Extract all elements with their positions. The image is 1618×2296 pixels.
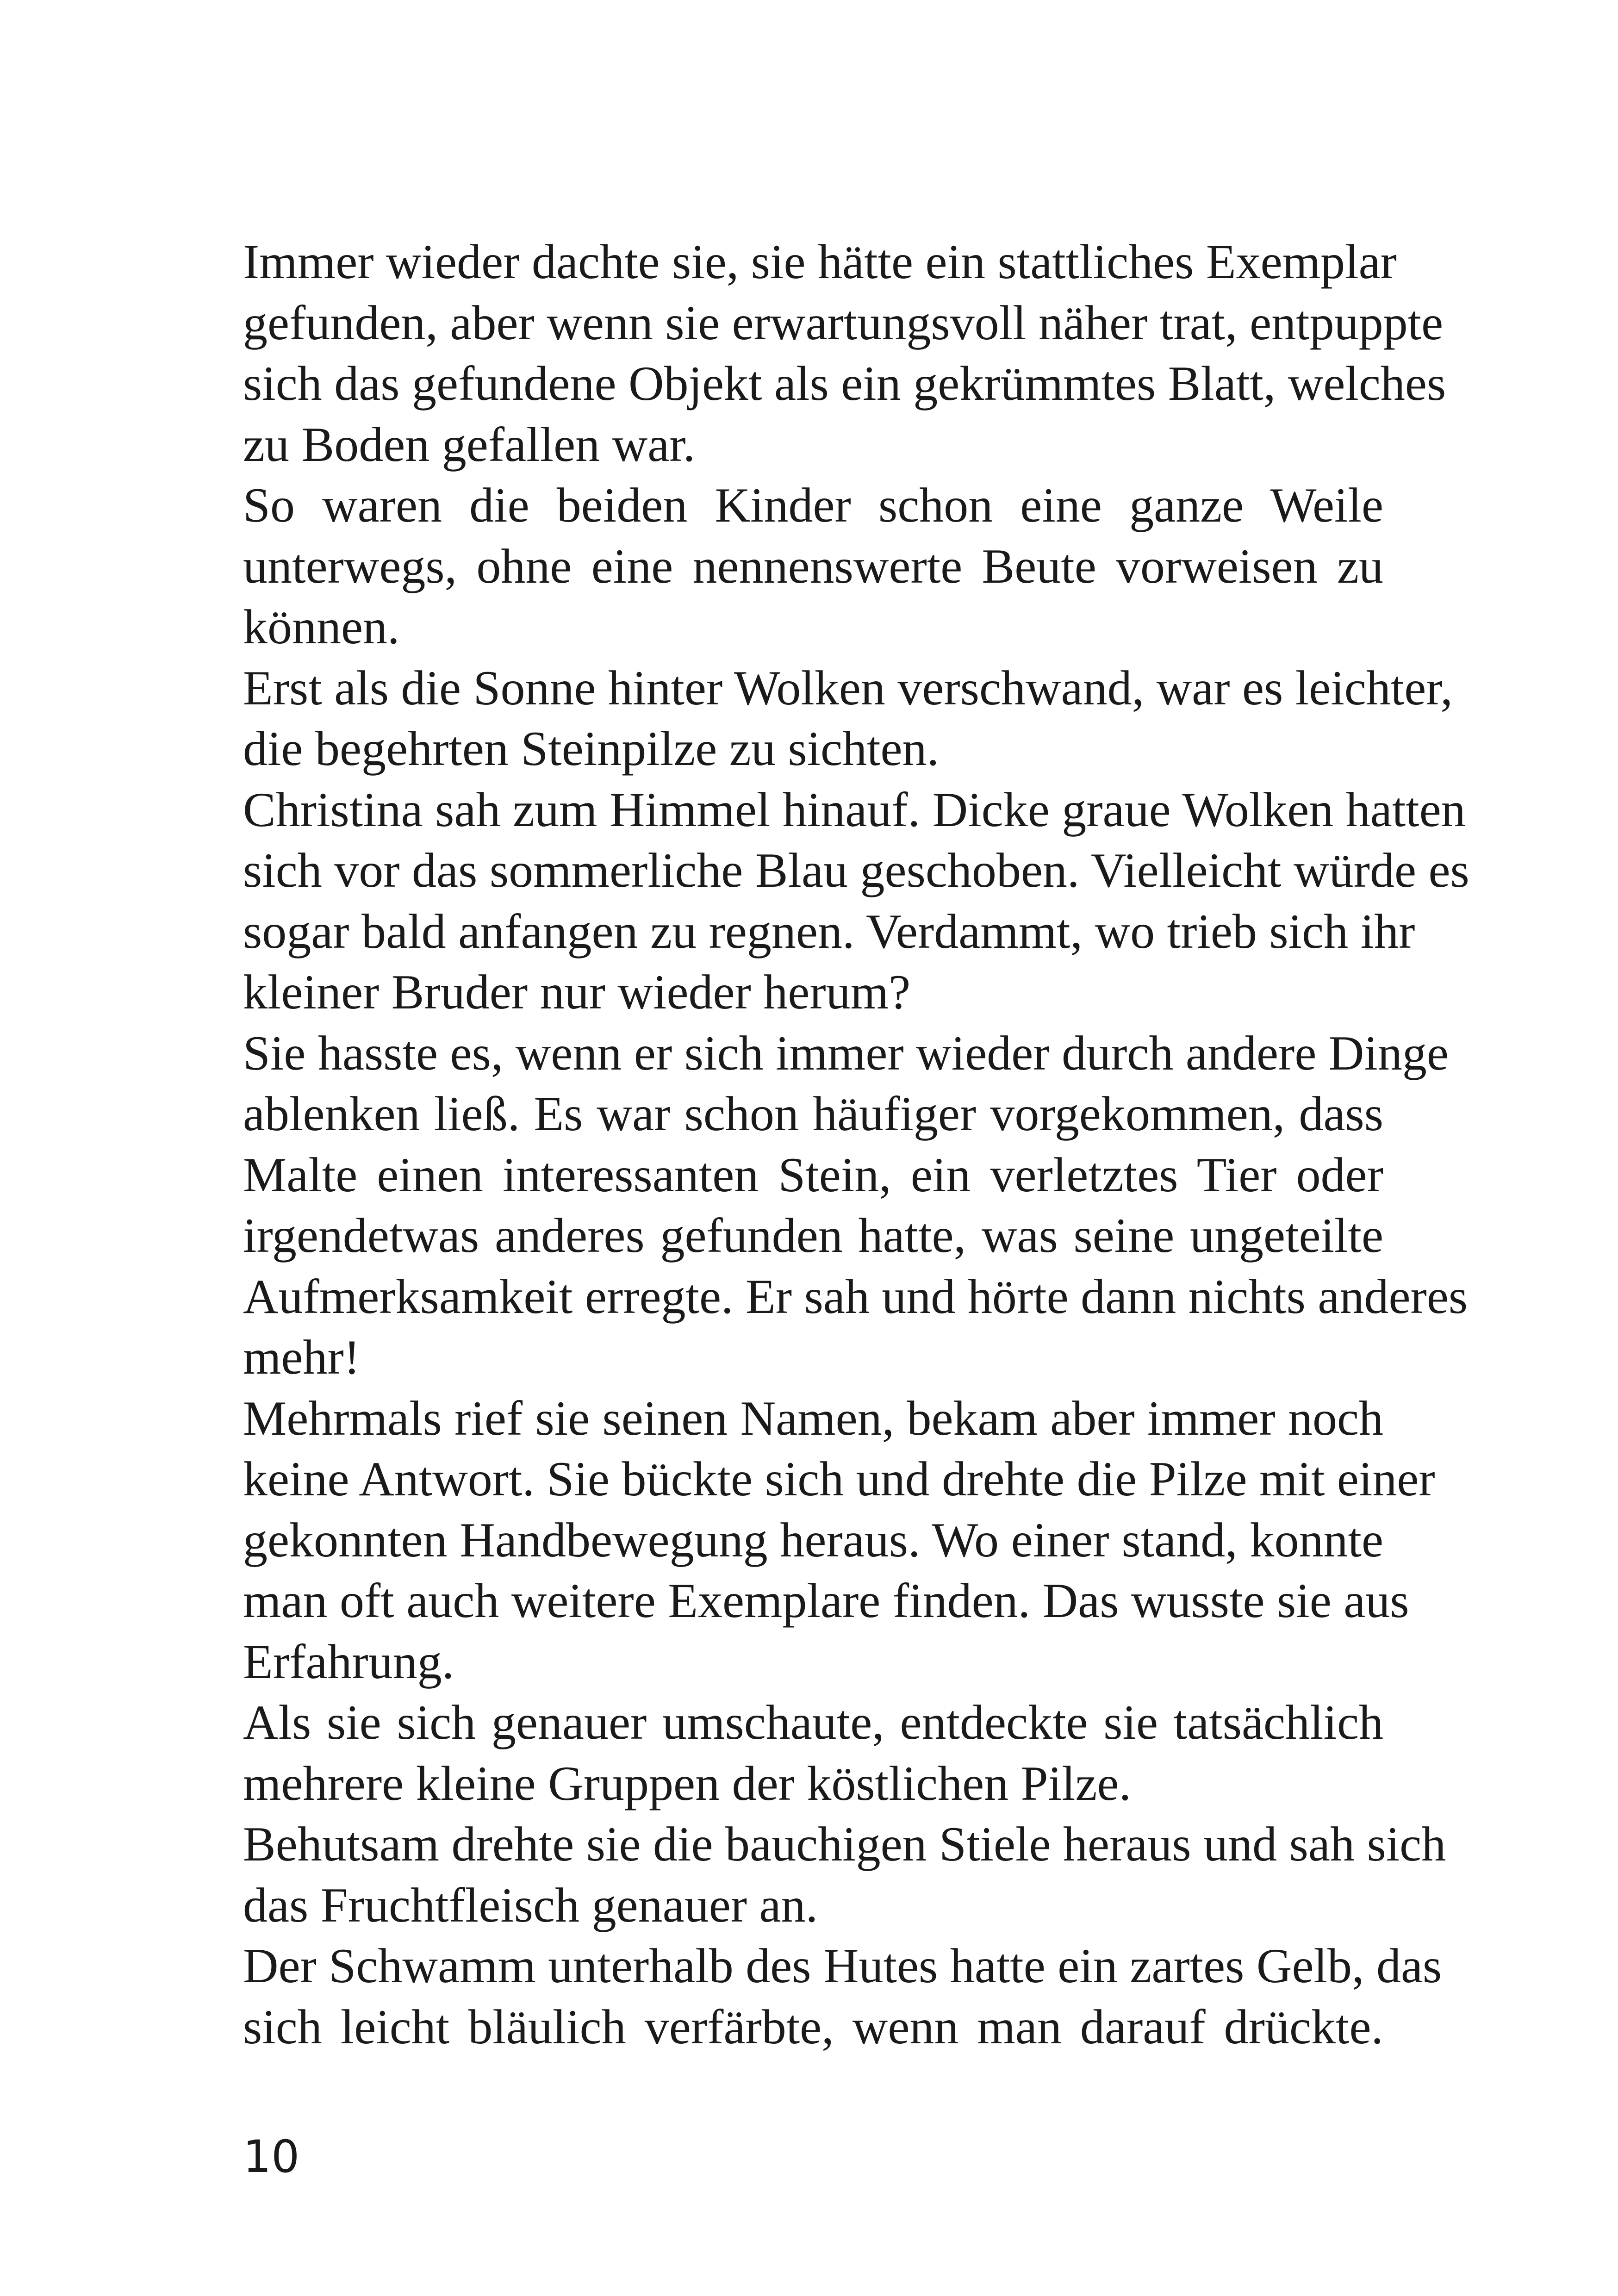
text-line: man oft auch weitere Exemplare finden. Das wusste sie aus — [243, 1574, 1409, 1628]
text-line: unterwegs, ohne eine nennenswerte Beute vorweisen zu — [243, 539, 1383, 593]
text-line: Aufmerksamkeit erregte. Er sah und hörte dann nichts anderes — [243, 1269, 1468, 1324]
text-line: zu Boden gefallen war. — [243, 417, 696, 472]
text-line: sich leicht bläulich verfärbte, wenn man darauf drückte. — [243, 1999, 1383, 2054]
text-line: Sie hasste es, wenn er sich immer wieder durch andere Dinge — [243, 1026, 1449, 1080]
text-line: ablenken ließ. Es war schon häufiger vorgekommen, dass — [243, 1087, 1383, 1141]
text-line: sich das gefundene Objekt als ein gekrümmtes Blatt, welches — [243, 356, 1446, 411]
text-line: Erst als die Sonne hinter Wolken verschwand, war es leichter, — [243, 660, 1453, 715]
page-number: 10 — [243, 2131, 300, 2183]
text-line: Behutsam drehte sie die bauchigen Stiele heraus und sah sich — [243, 1817, 1446, 1871]
text-line: Christina sah zum Himmel hinauf. Dicke graue Wolken hatten — [243, 782, 1466, 837]
text-line: Als sie sich genauer umschaute, entdeckte sie tatsächlich — [243, 1695, 1383, 1749]
text-line: kleiner Bruder nur wieder herum? — [243, 965, 911, 1019]
text-line: sogar bald anfangen zu regnen. Verdammt, wo trieb sich ihr — [243, 904, 1415, 958]
text-line: die begehrten Steinpilze zu sichten. — [243, 722, 940, 776]
text-line: gekonnten Handbewegung heraus. Wo einer stand, konnte — [243, 1512, 1383, 1567]
text-line: Mehrmals rief sie seinen Namen, bekam aber immer noch — [243, 1391, 1383, 1445]
text-line: mehrere kleine Gruppen der köstlichen Pilze. — [243, 1756, 1132, 1811]
text-line: sich vor das sommerliche Blau geschoben. Vielleicht würde es — [243, 843, 1469, 897]
text-line: mehr! — [243, 1330, 361, 1384]
body-text — [243, 231, 1469, 2057]
text-line: Malte einen interessanten Stein, ein verletztes Tier oder — [243, 1147, 1383, 1202]
text-line: So waren die beiden Kinder schon eine ganze Weile — [243, 478, 1383, 532]
text-line: das Fruchtfleisch genauer an. — [243, 1878, 818, 1932]
text-line: gefunden, aber wenn sie erwartungsvoll näher trat, entpuppte — [243, 295, 1444, 350]
text-line: können. — [243, 600, 400, 654]
text-line: Immer wieder dachte sie, sie hätte ein stattliches Exemplar — [243, 235, 1397, 289]
text-line: Erfahrung. — [243, 1634, 454, 1689]
text-line: irgendetwas anderes gefunden hatte, was seine ungeteilte — [243, 1208, 1383, 1263]
text-line: keine Antwort. Sie bückte sich und drehte die Pilze mit einer — [243, 1452, 1435, 1506]
text-line: Der Schwamm unterhalb des Hutes hatte ein zartes Gelb, das — [243, 1939, 1442, 1993]
